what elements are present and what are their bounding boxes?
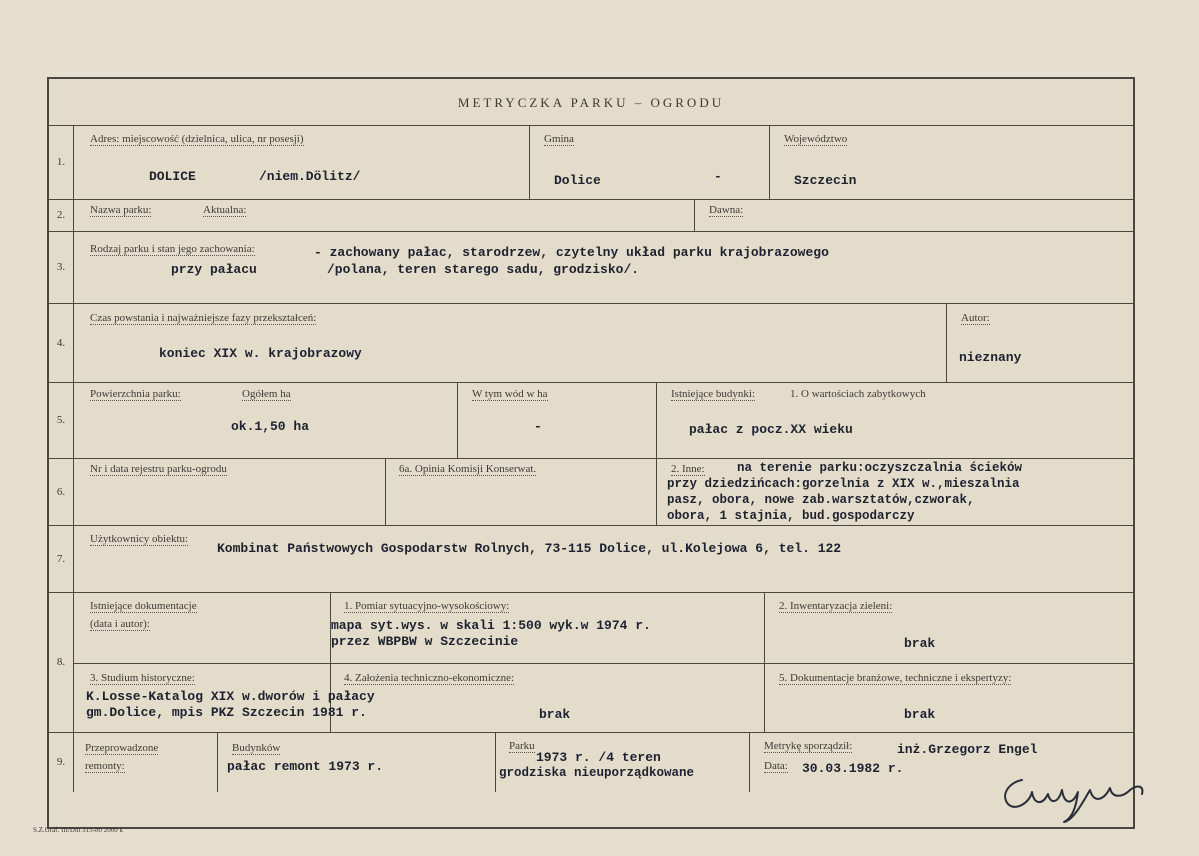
water-area-value: - (534, 419, 542, 434)
row-8-documentation (49, 592, 1133, 733)
other-buildings-line-4: obora, 1 stajnia, bud.gospodarczy (667, 509, 915, 523)
row-number: 4. (49, 303, 74, 382)
address-value-german: /niem.Dölitz/ (259, 169, 361, 184)
other-buildings-label: 2. Inne: (671, 463, 705, 475)
row-number: 5. (49, 382, 74, 458)
users-label: Użytkownicy obiektu: (90, 533, 189, 545)
row-4-origin (49, 303, 1133, 383)
other-buildings-line-1: na terenie parku:oczyszczalnia ścieków (737, 461, 1023, 475)
survey-line-2: przez WBPBW w Szczecinie (331, 634, 519, 649)
survey-label: 1. Pomiar sytuacyjno-wysokościowy: (344, 600, 510, 612)
park-name-label: Nazwa parku: (90, 204, 152, 216)
park-type-line-2b: /polana, teren starego sadu, grodzisko/. (327, 262, 640, 277)
author-label: Autor: (961, 312, 990, 324)
total-area-label: Ogółem ha (242, 388, 291, 400)
technical-assumptions-value: brak (539, 707, 571, 722)
buildings-renovation-label: Budynków (232, 742, 281, 754)
buildings-renovation-value: pałac remont 1973 r. (227, 759, 384, 774)
former-name-label: Dawna: (709, 204, 744, 216)
buildings-historic-label: 1. O wartościach zabytkowych (790, 388, 926, 400)
historical-study-line-1: K.Losse-Katalog XIX w.dworów i pałacy (86, 689, 375, 704)
park-renovation-line-2: grodziska nieuporządkowane (499, 766, 695, 780)
other-buildings-line-3: pasz, obora, nowe zab.warsztatów,czworak, (667, 493, 975, 507)
voivodeship-value: Szczecin (794, 173, 857, 188)
users-value: Kombinat Państwowych Gospodarstw Rolnych, 73-115 Dolice, ul.Kolejowa 6, tel. 122 (217, 541, 842, 556)
print-imprint: S.Z.Graf. III/Dm 315-80 2000 k (33, 826, 124, 834)
row-3-park-type (49, 231, 1133, 304)
park-renovation-line-1: 1973 r. /4 teren (536, 750, 661, 765)
park-type-label: Rodzaj parku i stan jego zachowania: (90, 243, 255, 255)
address-label: Adres: miejscowość (dzielnica, ulica, nr posesji) (90, 133, 304, 145)
prepared-by-value: inż.Grzegorz Engel (897, 742, 1038, 757)
gmina-label: Gmina (544, 133, 574, 145)
total-area-value: ok.1,50 ha (231, 419, 310, 434)
historical-study-line-2: gm.Dolice, mpis PKZ Szczecin 1981 r. (86, 705, 367, 720)
date-label: Data: (764, 760, 788, 772)
form-title: METRYCZKA PARKU – OGRODU (457, 95, 725, 110)
greenery-inventory-label: 2. Inwentaryzacja zieleni: (779, 600, 893, 612)
renovations-label-2: remonty: (85, 760, 125, 772)
row-2-park-name (49, 199, 1133, 232)
row-7-users (49, 525, 1133, 593)
buildings-label: Istniejące budynki: (671, 388, 756, 400)
park-renovation-label: Parku (509, 740, 535, 752)
historical-study-label: 3. Studium historyczne: (90, 672, 195, 684)
row-number: 3. (49, 231, 74, 303)
documentation-sub-label: (data i autor): (90, 618, 150, 630)
greenery-inventory-value: brak (904, 636, 936, 651)
row-5-area (49, 382, 1133, 459)
technical-assumptions-label: 4. Założenia techniczno-ekonomiczne: (344, 672, 515, 684)
row-9-renovations (49, 732, 1133, 792)
origin-label: Czas powstania i najważniejsze fazy przekształceń: (90, 312, 317, 324)
survey-line-1: mapa syt.wys. w skali 1:500 wyk.w 1974 r. (331, 618, 651, 633)
current-name-label: Aktualna: (203, 204, 247, 216)
expert-documentation-value: brak (904, 707, 936, 722)
renovations-label: Przeprowadzone (85, 742, 159, 754)
author-value: nieznany (959, 350, 1022, 365)
documentation-label: Istniejące dokumentacje (90, 600, 197, 612)
area-label: Powierzchnia parku: (90, 388, 181, 400)
row-number: 8. (49, 592, 74, 732)
park-record-form (47, 77, 1135, 829)
registry-label: Nr i data rejestru parku-ogrodu (90, 463, 227, 475)
address-value: DOLICE (149, 169, 196, 184)
water-area-label: W tym wód w ha (472, 388, 548, 400)
gmina-mark: - (714, 169, 722, 184)
row-number: 7. (49, 525, 74, 592)
row-number: 1. (49, 125, 74, 199)
form-title-row (49, 79, 1133, 126)
gmina-value: Dolice (554, 173, 601, 188)
row-number: 6. (49, 458, 74, 525)
park-type-line-2a: przy pałacu (171, 262, 257, 277)
conservator-opinion-label: 6a. Opinia Komisji Konserwat. (399, 463, 537, 475)
prepared-by-label: Metrykę sporządził: (764, 740, 853, 752)
row-1-address (49, 125, 1133, 200)
other-buildings-line-2: przy dziedzińcach:gorzelnia z XIX w.,mieszalnia (667, 477, 1020, 491)
expert-documentation-label: 5. Dokumentacje branżowe, techniczne i ekspertyzy: (779, 672, 1012, 684)
voivodeship-label: Województwo (784, 133, 848, 145)
buildings-value: pałac z pocz.XX wieku (689, 422, 853, 437)
row-number: 2. (49, 199, 74, 231)
origin-value: koniec XIX w. krajobrazowy (159, 346, 362, 361)
row-6-registry (49, 458, 1133, 526)
date-value: 30.03.1982 r. (802, 761, 904, 776)
park-type-line-1: - zachowany pałac, starodrzew, czytelny układ parku krajobrazowego (314, 245, 829, 260)
handwritten-signature (972, 760, 1147, 830)
row-number: 9. (49, 732, 74, 792)
